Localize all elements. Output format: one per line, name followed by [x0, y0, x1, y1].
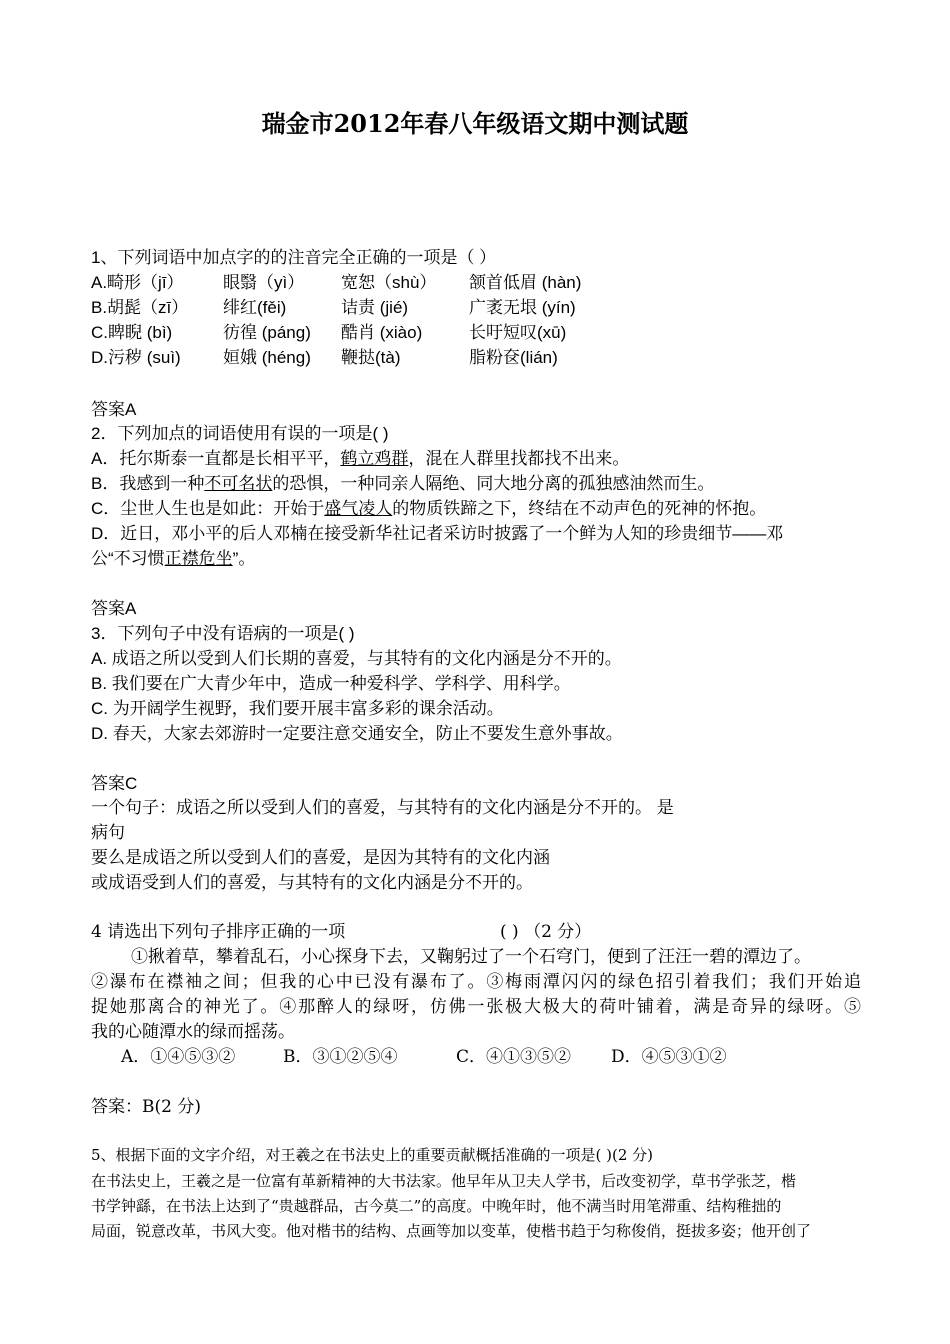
q1-c-item: 彷徨 (páng): [223, 323, 311, 342]
q3-explain-line: 病句: [91, 823, 125, 842]
q3-option-d: D. 春天，大家去郊游时一定要注意交通安全，防止不要发生意外事故。: [91, 724, 623, 743]
q4-stem: 4 请选出下列句子排序正确的一项: [91, 922, 346, 942]
q4-answer-bracket: ( ) （2 分）: [500, 922, 592, 942]
q2-d-text: 公“不习惯: [91, 549, 165, 568]
q4-passage-line: ①揪着草，攀着乱石，小心探身下去，又鞠躬过了一个石穹门，便到了汪汪一碧的潭边了。: [131, 947, 811, 967]
q1-option-c: [91, 323, 566, 343]
q4-passage-line: 捉她那离合的神光了。④那醉人的绿呀，仿佛一张极大极大的荷叶铺着，满是奇异的绿呀。⑤: [91, 997, 861, 1017]
q4-passage-line: ②瀑布在襟袖之间；但我的心中已没有瀑布了。③梅雨潭闪闪的绿色招引着我们；我们开始追: [91, 972, 861, 992]
q3-option-a: A. 成语之所以受到人们长期的喜爱，与其特有的文化内涵是分不开的。: [91, 649, 622, 668]
q1-a-item: A.畸形（jī）: [91, 273, 184, 292]
q2-option-c: [91, 499, 766, 519]
q1-c-item: 酷肖 (xiào): [341, 323, 423, 342]
q2-a-underlined: 鹤立鸡群: [340, 449, 409, 468]
q1-c-item: 长吁短叹(xū): [469, 323, 567, 342]
q3-explain-line: 一个句子：成语之所以受到人们的喜爱，与其特有的文化内涵是分不开的。 是: [91, 798, 674, 817]
q1-answer: 答案A: [91, 400, 137, 419]
q2-option-b: [91, 474, 714, 494]
q1-c-item: C.睥睨 (bì): [91, 323, 173, 342]
q4-option-d: D．④⑤③①②: [611, 1047, 727, 1067]
q2-option-a: [91, 449, 629, 469]
q3-explain-line: 或成语受到人们的喜爱，与其特有的文化内涵是分不开的。: [91, 873, 533, 892]
q1-option-a: [91, 273, 581, 293]
q2-c-text: C．尘世人生也是如此：开始于: [91, 499, 325, 518]
q2-b-text: B．我感到一种: [91, 474, 205, 493]
q1-d-item: 脂粉奁(lián): [469, 348, 558, 367]
q4-option-c: C．④①③⑤②: [456, 1047, 572, 1067]
q1-b-item: B.胡髭（zī）: [91, 298, 189, 317]
q4-option-a: A．①④⑤③②: [121, 1047, 236, 1067]
q4-answer: 答案：B(2 分): [91, 1097, 201, 1117]
page-title: 瑞金市2012年春八年级语文期中测试题: [261, 109, 689, 138]
q3-option-c: C. 为开阔学生视野，我们要开展丰富多彩的课余活动。: [91, 699, 504, 718]
q5-passage-line: 局面，锐意改革，书风大变。他对楷书的结构、点画等加以变革，使楷书趋于匀称俊俏，挺拔多姿；他开创了: [91, 1222, 812, 1240]
q1-d-item: 姮娥 (héng): [223, 348, 311, 367]
q1-stem: 1、下列词语中加点字的的注音完全正确的一项是（ ）: [91, 248, 497, 267]
q5-stem: 5、根据下面的文字介绍，对王羲之在书法史上的重要贡献概括准确的一项是( )(2 分): [91, 1146, 654, 1164]
q3-stem: 3．下列句子中没有语病的一项是( ): [91, 624, 355, 643]
q5-passage-line: 在书法史上，王羲之是一位富有革新精神的大书法家。他早年从卫夫人学书，后改变初学，草书学张芝，楷: [91, 1172, 797, 1190]
q3-option-b: B. 我们要在广大青少年中，造成一种爱科学、学科学、用科学。: [91, 674, 571, 693]
q2-a-text: A．托尔斯泰一直都是长相平平，: [91, 449, 341, 468]
q2-a-text: ，混在人群里找都找不出来。: [408, 449, 630, 468]
q1-option-b: [91, 298, 576, 318]
q1-option-d: [91, 348, 558, 368]
q4-option-b: B．③①②⑤④: [283, 1047, 398, 1067]
q2-option-d-line1: D．近日，邓小平的后人邓楠在接受新华社记者采访时披露了一个鲜为人知的珍贵细节——邓: [91, 524, 784, 543]
q2-c-text: 的物质铁蹄之下，终结在不动声色的死神的怀抱。: [392, 499, 767, 518]
q1-b-item: 绯红(fěi): [223, 298, 287, 317]
q1-a-item: 眼翳（yì）: [223, 273, 305, 292]
q1-d-item: D.污秽 (suì): [91, 348, 181, 367]
q1-a-item: 宽恕（shù）: [341, 273, 437, 292]
q1-d-item: 鞭挞(tà): [341, 348, 401, 367]
q3-answer: 答案C: [91, 774, 138, 793]
q1-b-item: 广袤无垠 (yín): [469, 298, 576, 317]
q2-d-underlined: 正襟危坐: [164, 549, 233, 568]
q5-passage-line: 书学钟繇，在书法上达到了“贵越群品，古今莫二”的高度。中晚年时，他不满当时用笔滞重、结构稚拙的: [91, 1197, 782, 1215]
q2-c-underlined: 盛气凌人: [324, 499, 393, 518]
q2-stem: 2．下列加点的词语使用有误的一项是( ): [91, 424, 389, 443]
q2-d-text: ”。: [232, 549, 256, 568]
q4-passage-line: 我的心随潭水的绿而摇荡。: [91, 1022, 295, 1042]
q2-answer: 答案A: [91, 599, 137, 618]
q1-b-item: 诘责 (jié): [341, 298, 409, 317]
q2-option-d-line2: [91, 549, 255, 569]
q2-b-text: 的恐惧，一种同亲人隔绝、同大地分离的孤独感油然而生。: [272, 474, 715, 493]
q1-a-item: 颔首低眉 (hàn): [469, 273, 582, 292]
q3-explain-line: 要么是成语之所以受到人们的喜爱，是因为其特有的文化内涵: [91, 848, 550, 867]
q2-b-underlined: 不可名状: [204, 474, 273, 493]
